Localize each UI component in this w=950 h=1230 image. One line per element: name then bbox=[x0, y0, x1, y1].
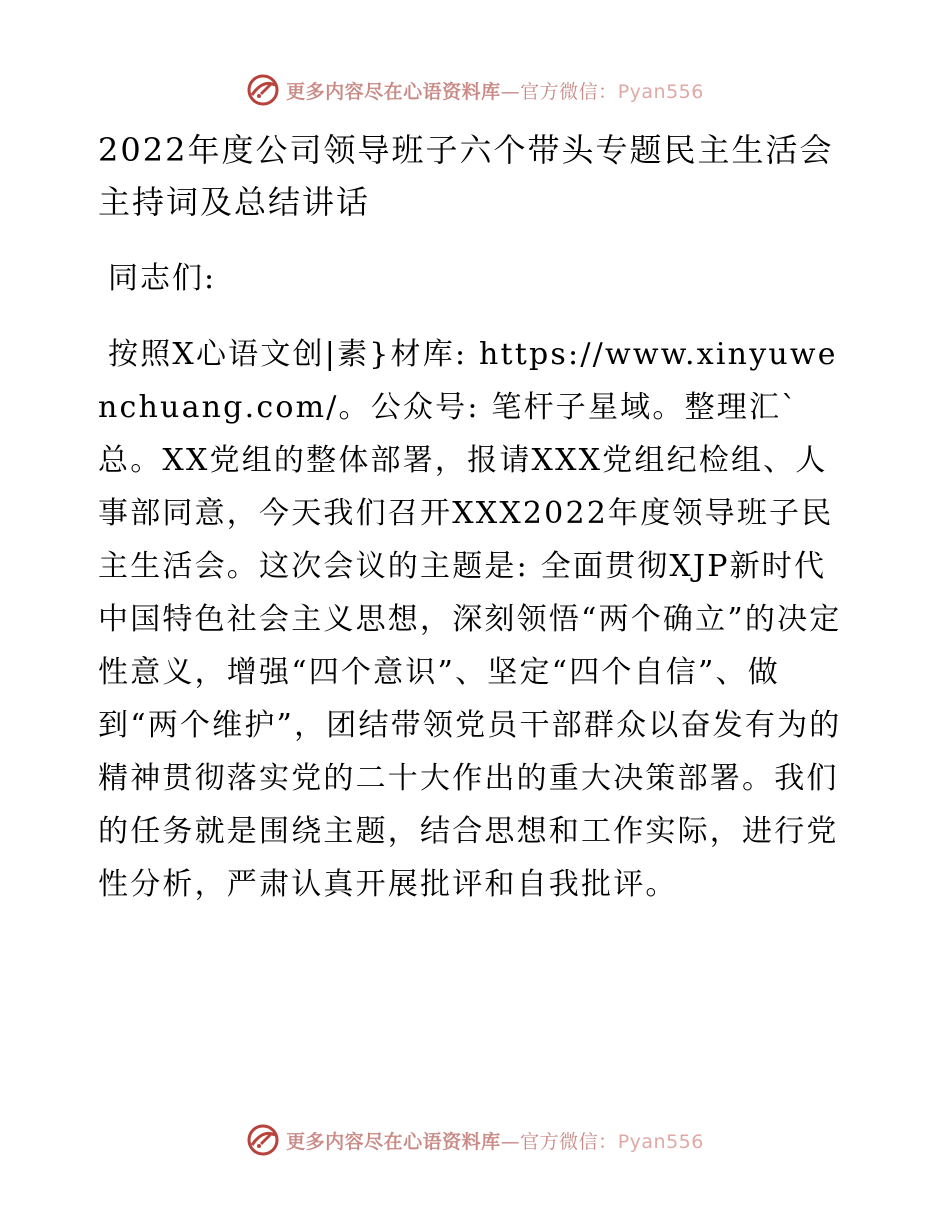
watermark-account: Pyan556 bbox=[617, 1130, 704, 1153]
watermark-sub: 官方微信： bbox=[520, 1130, 618, 1153]
brand-logo-icon bbox=[246, 73, 280, 107]
watermark-main: 更多内容尽在心语资料库 bbox=[286, 80, 501, 103]
watermark-account: Pyan556 bbox=[617, 80, 704, 103]
watermark-sub: 官方微信： bbox=[520, 80, 618, 103]
salutation: 同志们: bbox=[108, 261, 217, 296]
watermark-text bbox=[286, 1127, 704, 1154]
footer-watermark bbox=[0, 1120, 950, 1160]
watermark-separator: — bbox=[500, 80, 521, 103]
brand-logo-icon bbox=[246, 1123, 280, 1157]
body-paragraph: 按照X心语文创|素}材库: https://www.xinyuwenchuang.com/。公众号: 笔杆子星域。整理汇`总。XX党组的整体部署，报请XXX党组纪检组、人事部同意，今天我们召开XXX2022年度领导班子民主生活会。这次会议的主题是: 全面贯彻XJP新时代中国特色社会主义思想，深刻领悟“两个确立”的决定性意义，增强“四个意识”、坚定“四个自信”、做到“两个维护”，团结带领党员干部群众以奋发有为的精神贯彻落实党的二十大作出的重大决策部署。我们的任务就是围绕主题，结合思想和工作实际，进行党性分析，严肃认真开展批评和自我批评。 bbox=[98, 337, 842, 902]
watermark-text bbox=[286, 77, 704, 104]
watermark-main: 更多内容尽在心语资料库 bbox=[286, 1130, 501, 1153]
header-watermark bbox=[0, 70, 950, 110]
document-title: 2022年度公司领导班子六个带头专题民主生活会主持词及总结讲话 bbox=[98, 131, 834, 221]
watermark-separator: — bbox=[500, 1130, 521, 1153]
